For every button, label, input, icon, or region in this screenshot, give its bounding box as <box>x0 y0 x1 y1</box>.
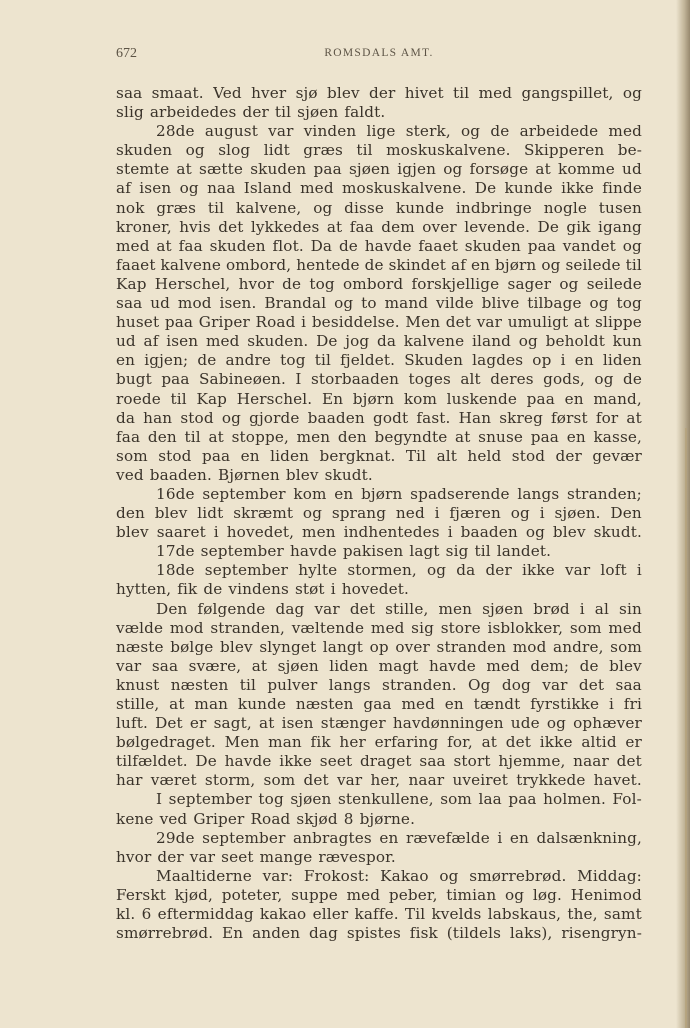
text-line: en igjen; de andre tog til fjeldet. Skuden lagdes op i en liden <box>116 351 642 370</box>
text-line: Den følgende dag var det stille, men sjøen brød i al sin <box>156 599 642 618</box>
text-line: knust næsten til pulver langs stranden. Og dog var det saa <box>116 675 642 694</box>
text-line: kroner, hvis det lykkedes at faa dem over levende. De gik igang <box>116 217 642 236</box>
text-line: stemte at sætte skuden paa sjøen igjen og forsøge at komme ud <box>116 160 642 179</box>
text-line: med at faa skuden flot. Da de havde faaet skuden paa vandet og <box>116 236 642 255</box>
text-line: 17de september havde pakisen lagt sig til landet. <box>156 542 552 561</box>
page-gutter-shadow <box>676 0 690 1028</box>
text-line: saa smaat. Ved hver sjø blev der hivet til med gangspillet, og <box>116 84 642 102</box>
text-line: slig arbeidedes der til sjøen faldt. <box>116 103 386 122</box>
text-line: I september tog sjøen stenkullene, som laa paa holmen. Fol- <box>156 790 642 809</box>
text-line: 29de september anbragtes en rævefælde i en dalsænkning, <box>156 828 642 847</box>
text-line: kene ved Griper Road skjød 8 bjørne. <box>116 809 416 828</box>
text-line: faa den til at stoppe, men den begyndte at snuse paa en kasse, <box>116 427 642 446</box>
text-line: luft. Det er sagt, at isen stænger havdønningen ude og ophæver <box>116 714 642 733</box>
text-line: vælde mod stranden, væltende med sig store isblokker, som med <box>116 618 642 637</box>
text-line: bølgedraget. Men man fik her erfaring for, at det ikke altid er <box>116 733 642 752</box>
text-line: huset paa Griper Road i besiddelse. Men det var umuligt at slippe <box>116 313 642 332</box>
text-line: 28de august var vinden lige sterk, og de arbeidede med <box>156 122 642 141</box>
text-line: som stod paa en liden bergknat. Til alt held stod der gevær <box>116 446 642 465</box>
text-line: 16de september kom en bjørn spadserende langs stranden; <box>156 484 642 503</box>
text-line: hvor der var seet mange rævespor. <box>116 847 396 866</box>
text-line: da han stod og gjorde baaden godt fast. Han skreg først for at <box>116 408 642 427</box>
text-line: har været storm, som det var her, naar uveiret trykkede havet. <box>116 771 642 790</box>
text-line: ved baaden. Bjørnen blev skudt. <box>116 465 373 484</box>
text-line: hytten, fik de vindens støt i hovedet. <box>116 580 410 599</box>
text-line: faaet kalvene ombord, hentede de skindet af en bjørn og seilede til <box>116 255 642 274</box>
text-line: smørrebrød. En anden dag spistes fisk (tildels laks), risengryn- <box>116 924 642 943</box>
text-line: Ferskt kjød, poteter, suppe med peber, timian og løg. Henimod <box>116 885 642 904</box>
text-line: næste bølge blev slynget langt op over stranden mod andre, som <box>116 637 642 656</box>
text-line: den blev lidt skræmt og sprang ned i fjæren og i sjøen. Den <box>116 504 642 523</box>
text-line: bugt paa Sabineøen. I storbaaden toges alt deres gods, og de <box>116 370 642 389</box>
text-line: skuden og slog lidt græs til moskuskalvene. Skipperen be- <box>116 141 642 160</box>
text-line: kl. 6 eftermiddag kakao eller kaffe. Til kvelds labskaus, the, samt <box>116 905 642 924</box>
text-line: ud af isen med skuden. De jog da kalvene iland og beholdt kun <box>116 332 642 351</box>
text-line: var saa svære, at sjøen liden magt havde med dem; de blev <box>116 656 642 675</box>
page-edge <box>685 428 687 1028</box>
text-line: Kap Herschel, hvor de tog ombord forskjellige sager og seilede <box>116 274 642 293</box>
text-line: Maaltiderne var: Frokost: Kakao og smørrebrød. Middag: <box>156 866 642 885</box>
text-line: nok græs til kalvene, og disse kunde indbringe nogle tusen <box>116 198 642 217</box>
text-line: tilfældet. De havde ikke seet draget saa stort hjemme, naar det <box>116 752 642 771</box>
text-line: af isen og naa Island med moskuskalvene. De kunde ikke finde <box>116 179 642 198</box>
body-text <box>116 84 642 943</box>
text-line: stille, at man kunde næsten gaa med en tændt fyrstikke i fri <box>116 695 642 713</box>
page-number: 672 <box>116 46 137 61</box>
text-line: 18de september hylte stormen, og da der ikke var loft i <box>156 561 642 580</box>
running-title: ROMSDALS AMT. <box>324 47 434 59</box>
text-line: saa ud mod isen. Brandal og to mand vilde blive tilbage og tog <box>116 294 642 313</box>
text-line: roede til Kap Herschel. En bjørn kom luskende paa en mand, <box>116 389 642 408</box>
running-head <box>116 46 642 66</box>
text-line: blev saaret i hovedet, men indhentedes i baaden og blev skudt. <box>116 523 642 542</box>
